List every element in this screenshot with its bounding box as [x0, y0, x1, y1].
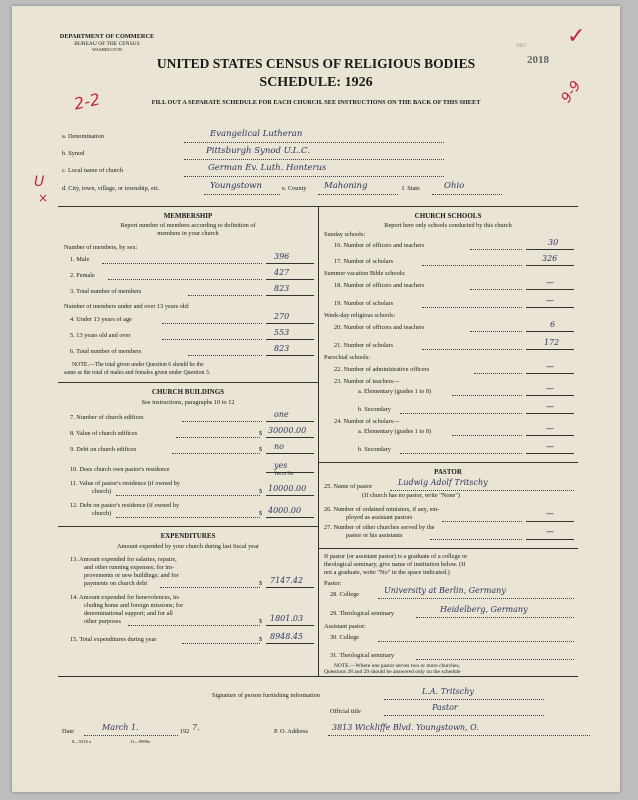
stamp-year: 1927	[516, 44, 526, 49]
membership-note-2: same as the total of males and females given under Question 3.	[64, 370, 211, 376]
edifices-value: one	[274, 410, 289, 419]
weekday-schools-label: Week-day religious schools:	[324, 312, 396, 319]
signature-label: Signature of person furnishing information	[212, 692, 321, 699]
q17-value: 326	[542, 254, 558, 263]
department-label: DEPARTMENT OF COMMERCE	[59, 33, 155, 40]
membership-note-1: NOTE.—The total given under Question 6 should be the	[72, 362, 204, 368]
instruction-line: FILL OUT A SEPARATE SCHEDULE FOR EACH CHURCH. SEE INSTRUCTIONS ON THE BACK OF THIS SHEET	[151, 99, 481, 106]
graduate-note-2: theological seminary, give name of institution below. (If	[324, 561, 466, 568]
official-title-label: Official title	[330, 708, 361, 715]
residence-value-amount: 10000.00	[268, 484, 307, 493]
q27-line-1: 27. Number of other churches served by the	[324, 524, 435, 531]
state-label: f. State	[402, 185, 420, 192]
q15-label: 15. Total expenditures during year	[70, 636, 157, 643]
over-13-value: 553	[274, 328, 290, 337]
q16-value: 30	[548, 238, 559, 247]
q26-value: —	[546, 509, 554, 518]
schedule-title: SCHEDULE: 1926	[259, 75, 373, 90]
q21-label: 21. Number of scholars	[334, 342, 394, 349]
buildings-sub: See instructions, paragraphs 10 to 12	[141, 399, 235, 406]
total-members-label: 3. Total number of members	[70, 288, 142, 295]
q26-line-1: 26. Number of ordained ministers, if any, em-	[324, 506, 440, 513]
margin-red-cross: ×	[38, 191, 49, 205]
date-value: March 1.	[102, 723, 139, 732]
form-code-2: 11—9088a	[130, 739, 150, 744]
q24b-value: —	[546, 442, 554, 451]
summer-schools-label: Summer vacation Bible schools:	[324, 270, 406, 277]
q14-line-3: denominational support; and for all	[84, 610, 173, 617]
q13-line-1: 13. Amount expended for salaries, repairs,	[70, 556, 177, 563]
bureau-label: BUREAU OF THE CENSUS	[74, 41, 140, 47]
signature-value: L.A. Tritschy	[422, 687, 474, 696]
sunday-schools-label: Sunday schools:	[324, 231, 366, 238]
schools-sub: Report here only schools conducted by this church	[384, 222, 512, 229]
female-value: 427	[274, 268, 290, 277]
under-13-label: 4. Under 13 years of age	[70, 316, 132, 323]
q20-label: 20. Number of officers and teachers	[334, 324, 425, 331]
local-name-value: German Ev. Luth. Honterus	[208, 163, 327, 173]
q15-value: 8948.45	[270, 632, 304, 641]
q25-note: (If church has no pastor, write "None")	[362, 492, 461, 499]
q30-label: 30. College	[330, 634, 360, 641]
q29-value: Heidelberg, Germany	[440, 605, 528, 614]
assistant-pastor-label: Assistant pastor:	[324, 623, 366, 630]
by-sex-label: Number of members, by sex:	[64, 244, 138, 251]
form-title: UNITED STATES CENSUS OF RELIGIOUS BODIES	[156, 56, 476, 71]
q24a-label: a. Elementary (grades 1 to 8)	[358, 428, 432, 435]
residence-owned-value: yes	[274, 461, 288, 470]
q23b-value: —	[546, 402, 554, 411]
male-label: 1. Male	[70, 256, 90, 263]
membership-intro-1: Report number of members according to definition of	[120, 222, 256, 229]
age-heading: Number of members under and over 13 years old:	[64, 303, 190, 310]
residence-debt-label: 12. Debt on pastor's residence (if owned by	[70, 502, 180, 509]
q23a-value: —	[546, 384, 554, 393]
total-members-age-value: 823	[274, 344, 290, 353]
membership-intro-2: members in your church	[157, 230, 219, 237]
edifice-value-amount: 30000.00	[268, 426, 307, 435]
po-address-value: 3813 Wickliffe Blvd. Youngstown, O.	[332, 723, 479, 732]
q23b-label: b. Secondary	[358, 406, 391, 413]
total-members-age-label: 6. Total number of members	[70, 348, 142, 355]
membership-heading: MEMBERSHIP	[163, 212, 213, 220]
q23-label: 23. Number of teachers—	[334, 378, 400, 385]
local-name-label: c. Local name of church	[62, 167, 124, 174]
q29-label: 29. Theological seminary	[330, 610, 395, 617]
city-label: WASHINGTON	[92, 47, 122, 52]
q22-label: 22. Number of administrative officers	[334, 366, 430, 373]
parochial-schools-label: Parochial schools:	[324, 354, 370, 361]
q18-value: —	[546, 278, 554, 287]
census-schedule-sheet: DEPARTMENT OF COMMERCE BUREAU OF THE CENSUS WASHINGTON UNITED STATES CENSUS OF RELIGIOUS BODIES SCHEDULE: 1926 FILL OUT A SEPARATE SCHEDULE FOR EACH CHURCH. SEE INSTRUCTIONS ON THE BACK OF THIS SHEET 1927 2018 ✓ 2-2 9-9 a. Denomination Evangelical Lutheran b. Synod Pittsburgh Synod U.L.C. c. Local name of church German Ev. Luth. Honterus d. City, town, village, or township, etc. Youngstown e. County Mahoning f. State Ohio U × MEMBERSHIP Report number of members according to definition of members in your church Number of members, by sex: 1. Male 396 2. Female 427 3. Total number of members 823 Number of members under and over 13 years old: 4. Under 13 years of age 270 5. 13 years old and over 553 6. Total number of members 823 NOTE.—The total given under Question 6 should be the same as the total of males and females given under Question 3. CHURCH BUILDINGS See instructions, paragraphs 10 to 12 7. Number of church edifices one 8. Value of church edifices $ 30000.00 9. Debt on church edifices $ no 10. Does church own pastor's residence yes Yes or No 11. Value of pastor's residence (if owned by church) $ 10000.00 12. Debt on pastor's residence (if owned by church) $ 4000.00 EXPENDITURES Amount expended by your church during last fiscal year 13. Amount expended for salaries, repairs, and other running expenses; for im- provements or new buildings; and for payments on church debt $ 7147.42 14. Amount expended for benevolences, in- cluding home and foreign missions; for denominational support; and for all other purposes $ 1801.03 15. Total expenditures during year $ 8948.45 CHURCH SCHOOLS Report here only schools conducted by this church Sunday schools: 16. Number of officers and teachers 30 17. Number of scholars 326 Summer vacation Bible schools: 18. Number of officers and teachers — 19. Number of scholars — Week-day religious schools: 20. Number of officers and teachers 6 21. Number of scholars 172 Parochial schools: 22. Number of administrative officers — 23. Number of teachers— a. Elementary (grades 1 to 8) — b. Secondary — 24. Number of scholars— a. Elementary (grades 1 to 8) — b. Secondary — PASTOR 25. Name of pastor Ludwig Adolf Tritschy (If church has no pastor, write "None") 26. Number of ordained ministers, if any, em- ployed as assistant pastors — 27. Number of other churches served by the pastor or his assistants — If pastor (or assistant pastor) is a graduate of a college or theological seminary, give name of institution below. (If not a graduate, write "No" in the space indicated.) Pastor: 28. College University at Berlin, Germany 29. Theological seminary Heidelberg, Germany Assistant pastor: 30. College 31. Theological seminary NOTE.—Where one pastor serves two or more churches, Questions 28 and 29 should be answered only on the schedule Signature of person furnishing information L.A. Tritschy Official title Pastor Date March 1. 192 7. P. O. Address 3813 Wickliffe Blvd. Youngstown, O. 8—5518 a 11—9088a	[12, 6, 620, 792]
q24a-value: —	[546, 424, 554, 433]
q26-line-2: ployed as assistant pastors	[346, 514, 413, 521]
state-value: Ohio	[444, 181, 465, 191]
county-value: Mahoning	[324, 181, 368, 191]
graduate-note-1: If pastor (or assistant pastor) is a graduate of a college or	[324, 553, 468, 560]
q14-line-1: 14. Amount expended for benevolences, in-	[70, 594, 180, 601]
residence-debt-amount: 4000.00	[268, 506, 302, 515]
q13-line-3: provements or new buildings; and for	[84, 572, 179, 579]
q23a-label: a. Elementary (grades 1 to 8)	[358, 388, 432, 395]
q14-line-2: cluding home and foreign missions; for	[84, 602, 184, 609]
female-label: 2. Female	[70, 272, 95, 279]
q20-value: 6	[550, 320, 556, 329]
residence-value-label: 11. Value of pastor's residence (if owned by	[70, 480, 180, 487]
expenditures-sub: Amount expended by your church during last fiscal year	[117, 543, 259, 550]
yes-no-hint: Yes or No	[274, 472, 294, 477]
year-prefix: 192	[180, 728, 190, 735]
residence-debt-paren: church)	[92, 510, 112, 517]
q31-label: 31. Theological seminary	[330, 652, 395, 659]
q24b-label: b. Secondary	[358, 446, 391, 453]
pastor-note-1: NOTE.—Where one pastor serves two or more churches,	[334, 663, 460, 669]
city-value: Youngstown	[210, 181, 263, 191]
q14-line-4: other purposes	[84, 618, 121, 625]
synod-label: b. Synod	[62, 150, 85, 157]
edifice-debt-label: 9. Debt on church edifices	[70, 446, 137, 453]
q13-line-2: and other running expenses; for im-	[84, 564, 175, 571]
county-label: e. County	[282, 185, 307, 192]
edifices-label: 7. Number of church edifices	[70, 414, 144, 421]
expenditures-heading: EXPENDITURES	[160, 532, 216, 540]
q14-value: 1801.03	[270, 614, 304, 623]
residence-owned-label: 10. Does church own pastor's residence	[70, 466, 170, 473]
schools-heading: CHURCH SCHOOLS	[414, 212, 482, 220]
red-note-right: 9-9	[558, 78, 585, 106]
q17-label: 17. Number of scholars	[334, 258, 394, 265]
pastor-name-value: Ludwig Adolf Tritschy	[398, 478, 488, 487]
pastor-sub-label: Pastor:	[324, 580, 342, 587]
q28-label: 28. College	[330, 591, 360, 598]
over-13-label: 5. 13 years old and over	[70, 332, 131, 339]
form-code-1: 8—5518 a	[72, 739, 91, 744]
q19-label: 19. Number of scholars	[334, 300, 394, 307]
graduate-note-3: not a graduate, write "No" in the space indicated.)	[324, 569, 450, 576]
stamp-number: 2018	[527, 54, 549, 66]
under-13-value: 270	[274, 312, 290, 321]
residence-value-paren: church)	[92, 488, 112, 495]
year-value: 7.	[192, 723, 200, 732]
official-title-value: Pastor	[432, 703, 458, 712]
red-check-mark: ✓	[567, 24, 586, 49]
q27-value: —	[546, 527, 554, 536]
male-value: 396	[274, 252, 290, 261]
q28-value: University at Berlin, Germany	[384, 586, 506, 595]
q24-label: 24. Number of scholars—	[334, 418, 400, 425]
date-label: Date	[62, 728, 74, 735]
margin-red-mark: U	[34, 174, 45, 190]
q18-label: 18. Number of officers and teachers	[334, 282, 425, 289]
q13-value: 7147.42	[270, 576, 304, 585]
q16-label: 16. Number of officers and teachers	[334, 242, 425, 249]
denomination-label: a. Denomination	[62, 133, 104, 140]
q19-value: —	[546, 296, 554, 305]
q21-value: 172	[544, 338, 560, 347]
city-field-label: d. City, town, village, or township, etc.	[62, 185, 160, 192]
q22-value: —	[546, 362, 554, 371]
q25-label: 25. Name of pastor	[324, 483, 373, 490]
denomination-value: Evangelical Lutheran	[210, 129, 303, 139]
pastor-note-2: Questions 28 and 29 should be answered only on the schedule	[324, 669, 461, 675]
synod-value: Pittsburgh Synod U.L.C.	[206, 146, 310, 156]
edifice-value-label: 8. Value of church edifices	[70, 430, 138, 437]
po-address-label: P. O. Address	[274, 728, 308, 735]
pastor-heading: PASTOR	[434, 468, 462, 476]
q13-line-4: payments on church debt	[84, 580, 148, 587]
buildings-heading: CHURCH BUILDINGS	[151, 388, 225, 396]
edifice-debt-value: no	[274, 442, 284, 451]
q27-line-2: pastor or his assistants	[346, 532, 403, 539]
total-members-value: 823	[274, 284, 290, 293]
red-note-left: 2-2	[72, 89, 102, 114]
